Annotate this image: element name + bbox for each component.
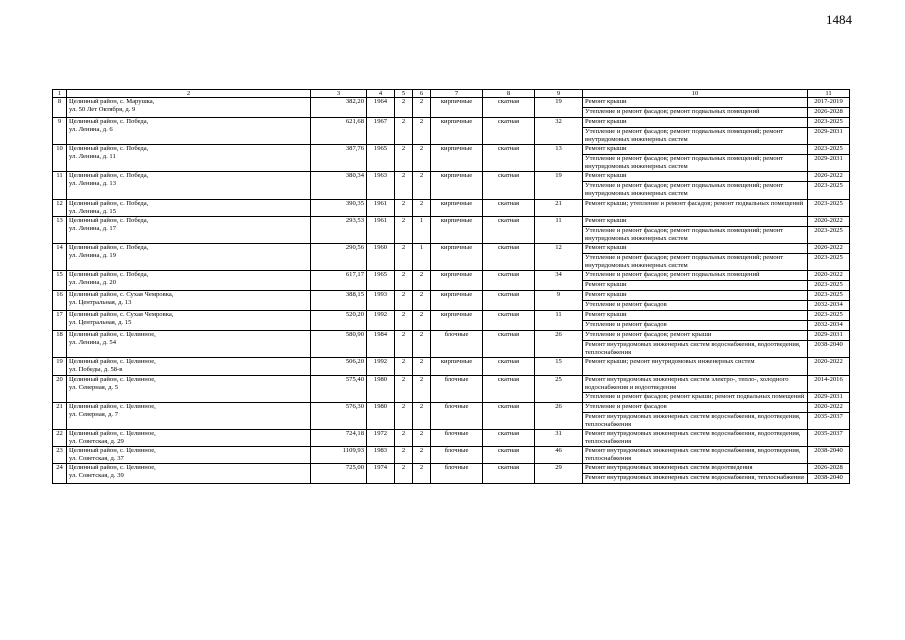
table-row: [53, 271, 850, 281]
work-period: 2023-2025: [808, 182, 850, 199]
address-cell: [67, 199, 311, 216]
col6-cell: 2: [413, 199, 431, 216]
work-period: 2020-2022: [808, 243, 850, 253]
area-cell: 575,40: [311, 375, 367, 402]
table-row: [53, 145, 850, 155]
col9-cell: 21: [535, 199, 583, 216]
roof-type-cell: скатная: [483, 331, 535, 358]
work-period: 2020-2022: [808, 271, 850, 281]
col5-cell: 2: [395, 216, 413, 243]
address-line-1: Целинный район, с. Победа,: [69, 172, 149, 180]
work-period: 2038-2040: [808, 447, 850, 464]
column-number-header: 7: [431, 90, 483, 98]
work-period: 2020-2022: [808, 216, 850, 226]
work-period: 2014-2016: [808, 375, 850, 392]
year-cell: 1963: [367, 172, 395, 199]
col5-cell: 2: [395, 331, 413, 358]
address-line-2: ул. Ленина, д. 19: [69, 252, 117, 260]
work-description: Ремонт крыши: [583, 118, 808, 128]
address-line-2: ул. Победы, д. 58-в: [69, 366, 123, 374]
col9-cell: 13: [535, 145, 583, 172]
address-line-1: Целинный район, с. Марушка,: [69, 98, 155, 105]
row-number: 10: [53, 145, 67, 172]
address-line-1: Целинный район, с. Целинное,: [69, 429, 156, 437]
col5-cell: 2: [395, 375, 413, 402]
address-cell: [67, 447, 311, 464]
column-number-header: 6: [413, 90, 431, 98]
address-cell: [67, 375, 311, 402]
row-number: 11: [53, 172, 67, 199]
col5-cell: 2: [395, 311, 413, 331]
work-description: Утепление и ремонт фасадов; ремонт крыши; ремонт подвальных помещений: [583, 392, 808, 402]
col6-cell: 1: [413, 243, 431, 270]
col9-cell: 19: [535, 172, 583, 199]
col5-cell: 2: [395, 118, 413, 145]
address-cell: [67, 291, 311, 311]
table-row: [53, 118, 850, 128]
work-period: 2032-2034: [808, 301, 850, 311]
roof-type-cell: скатная: [483, 464, 535, 484]
address-cell: [67, 216, 311, 243]
area-cell: 388,15: [311, 291, 367, 311]
address-line-1: Целинный район, с. Победа,: [69, 145, 149, 153]
address-line-1: Целинный район, с. Целинное,: [69, 358, 156, 366]
col5-cell: 2: [395, 145, 413, 172]
roof-type-cell: скатная: [483, 172, 535, 199]
work-period: 2023-2025: [808, 281, 850, 291]
address-line-2: ул. Ленина, д. 54: [69, 339, 117, 347]
column-number-header: 8: [483, 90, 535, 98]
wall-material-cell: кирпичные: [431, 216, 483, 243]
roof-type-cell: скатная: [483, 429, 535, 446]
wall-material-cell: блочные: [431, 464, 483, 484]
col6-cell: 2: [413, 429, 431, 446]
address-line-1: Целинный район, с. Целинное,: [69, 402, 156, 410]
col6-cell: 2: [413, 172, 431, 199]
column-number-header: 11: [808, 90, 850, 98]
area-cell: 621,68: [311, 118, 367, 145]
table-row: [53, 291, 850, 301]
table-row: [53, 243, 850, 253]
address-cell: [67, 311, 311, 331]
col9-cell: 11: [535, 216, 583, 243]
wall-material-cell: кирпичные: [431, 172, 483, 199]
row-number: 12: [53, 199, 67, 216]
row-number: 14: [53, 243, 67, 270]
work-description: Ремонт внутридомовых инженерных систем водоснабжения, теплоснабжения: [583, 474, 808, 484]
work-description: Утепление и ремонт фасадов; ремонт подвальных помещений; ремонт внутридомовых инженерных систем: [583, 155, 808, 172]
col5-cell: 2: [395, 98, 413, 118]
col6-cell: 2: [413, 402, 431, 429]
year-cell: 1961: [367, 199, 395, 216]
work-period: 2020-2022: [808, 358, 850, 375]
work-period: 2029-2031: [808, 155, 850, 172]
work-period: 2029-2031: [808, 128, 850, 145]
address-line-1: Целинный район, с. Победа,: [69, 199, 149, 207]
table-row: [53, 311, 850, 321]
address-cell: [67, 172, 311, 199]
col6-cell: 2: [413, 118, 431, 145]
address-line-1: Целинный район, с. Сухая Чемровка,: [69, 291, 174, 299]
roof-type-cell: скатная: [483, 118, 535, 145]
table-row: [53, 331, 850, 341]
row-number: 16: [53, 291, 67, 311]
address-line-2: ул. Ленина, д. 15: [69, 207, 117, 215]
work-period: 2026-2028: [808, 464, 850, 474]
row-number: 13: [53, 216, 67, 243]
col6-cell: 2: [413, 375, 431, 402]
address-line-1: Целинный район, с. Целинное,: [69, 447, 156, 455]
address-line-2: ул. Центральная, д. 13: [69, 299, 132, 307]
col9-cell: 15: [535, 358, 583, 375]
work-description: Ремонт внутридомовых инженерных систем водоотведения: [583, 464, 808, 474]
area-cell: 580,90: [311, 331, 367, 358]
col6-cell: 2: [413, 291, 431, 311]
column-number-header: 4: [367, 90, 395, 98]
row-number: 15: [53, 271, 67, 291]
address-line-2: ул. Советская, д. 39: [69, 472, 124, 480]
address-cell: [67, 402, 311, 429]
col9-cell: 26: [535, 402, 583, 429]
row-number: 24: [53, 464, 67, 484]
work-period: 2020-2022: [808, 402, 850, 412]
work-period: 2029-2031: [808, 392, 850, 402]
capital-repair-table: [52, 89, 850, 484]
table-row: [53, 199, 850, 216]
address-line-2: ул. Советская, д. 29: [69, 437, 124, 445]
col6-cell: 2: [413, 145, 431, 172]
col5-cell: 2: [395, 464, 413, 484]
address-line-2: ул. Центральная, д. 15: [69, 319, 132, 327]
address-line-1: Целинный район, с. Сухая Чемровка,: [69, 311, 174, 319]
area-cell: 293,53: [311, 216, 367, 243]
work-period: 2035-2037: [808, 412, 850, 429]
work-description: Ремонт крыши; ремонт внутридомовых инженерных систем: [583, 358, 808, 375]
wall-material-cell: кирпичные: [431, 199, 483, 216]
address-line-1: Целинный район, с. Победа,: [69, 216, 149, 224]
address-line-1: Целинный район, с. Целинное,: [69, 331, 156, 339]
work-description: Ремонт крыши: [583, 216, 808, 226]
col9-cell: 31: [535, 429, 583, 446]
address-cell: [67, 145, 311, 172]
address-line-2: ул. Ленина, д. 6: [69, 126, 113, 134]
row-number: 23: [53, 447, 67, 464]
col6-cell: 2: [413, 447, 431, 464]
header-row: [53, 90, 850, 98]
wall-material-cell: кирпичные: [431, 271, 483, 291]
col9-cell: 32: [535, 118, 583, 145]
roof-type-cell: скатная: [483, 447, 535, 464]
col6-cell: 2: [413, 271, 431, 291]
area-cell: 725,00: [311, 464, 367, 484]
work-period: 2026-2028: [808, 108, 850, 118]
roof-type-cell: скатная: [483, 402, 535, 429]
table-row: [53, 216, 850, 226]
work-description: Утепление и ремонт фасадов; ремонт подвальных помещений; ремонт внутридомовых инженерных систем: [583, 253, 808, 270]
table-row: [53, 375, 850, 392]
work-description: Утепление и ремонт фасадов; ремонт подвальных помещений; ремонт внутридомовых инженерных систем: [583, 226, 808, 243]
row-number: 8: [53, 98, 67, 118]
col5-cell: 2: [395, 402, 413, 429]
roof-type-cell: скатная: [483, 216, 535, 243]
year-cell: 1983: [367, 447, 395, 464]
wall-material-cell: кирпичные: [431, 311, 483, 331]
year-cell: 1980: [367, 375, 395, 402]
col5-cell: 2: [395, 199, 413, 216]
year-cell: 1992: [367, 311, 395, 331]
table-row: [53, 464, 850, 474]
col9-cell: 46: [535, 447, 583, 464]
work-period: 2023-2025: [808, 253, 850, 270]
work-period: 2023-2025: [808, 118, 850, 128]
row-number: 18: [53, 331, 67, 358]
address-line-2: ул. Советская, д. 37: [69, 455, 124, 463]
address-cell: [67, 98, 311, 118]
wall-material-cell: блочные: [431, 447, 483, 464]
address-line-2: ул. Ленина, д. 20: [69, 279, 117, 287]
year-cell: 1965: [367, 271, 395, 291]
area-cell: 506,20: [311, 358, 367, 375]
work-description: Утепление и ремонт фасадов; ремонт подвальных помещений; ремонт внутридомовых инженерных систем: [583, 182, 808, 199]
row-number: 9: [53, 118, 67, 145]
roof-type-cell: скатная: [483, 145, 535, 172]
address-line-2: ул. Ленина, д. 17: [69, 224, 117, 232]
col5-cell: 2: [395, 291, 413, 311]
work-period: 2023-2025: [808, 199, 850, 216]
work-period: 2035-2037: [808, 429, 850, 446]
col6-cell: 2: [413, 358, 431, 375]
roof-type-cell: скатная: [483, 199, 535, 216]
work-period: 2017-2019: [808, 98, 850, 108]
col6-cell: 2: [413, 464, 431, 484]
col9-cell: 12: [535, 243, 583, 270]
address-cell: [67, 331, 311, 358]
work-period: 2023-2025: [808, 226, 850, 243]
work-description: Ремонт крыши: [583, 311, 808, 321]
work-description: Утепление и ремонт фасадов; ремонт подвальных помещений: [583, 271, 808, 281]
address-line-1: Целинный район, с. Победа,: [69, 118, 149, 125]
work-description: Утепление и ремонт фасадов: [583, 402, 808, 412]
work-description: Ремонт крыши; утепление и ремонт фасадов; ремонт подвальных помещений: [583, 199, 808, 216]
wall-material-cell: блочные: [431, 375, 483, 402]
address-line-2: ул. 50 Лет Октября, д. 9: [69, 106, 136, 114]
roof-type-cell: скатная: [483, 311, 535, 331]
work-period: 2023-2025: [808, 291, 850, 301]
work-period: 2023-2025: [808, 145, 850, 155]
area-cell: 1109,93: [311, 447, 367, 464]
area-cell: 724,18: [311, 429, 367, 446]
col6-cell: 1: [413, 216, 431, 243]
page-number: 1484: [826, 12, 852, 27]
wall-material-cell: кирпичные: [431, 358, 483, 375]
col5-cell: 2: [395, 172, 413, 199]
area-cell: 387,76: [311, 145, 367, 172]
wall-material-cell: кирпичные: [431, 98, 483, 118]
table-row: [53, 429, 850, 446]
address-cell: [67, 118, 311, 145]
wall-material-cell: кирпичные: [431, 243, 483, 270]
work-description: Ремонт крыши: [583, 291, 808, 301]
col6-cell: 2: [413, 331, 431, 358]
roof-type-cell: скатная: [483, 98, 535, 118]
work-description: Ремонт внутридомовых инженерных систем водоснабжения, водоотведения, теплоснабжения: [583, 341, 808, 358]
work-description: Ремонт внутридомовых инженерных систем водоснабжения, водоотведения, теплоснабжения: [583, 412, 808, 429]
work-period: 2038-2040: [808, 341, 850, 358]
col9-cell: 29: [535, 464, 583, 484]
address-line-1: Целинный район, с. Победа,: [69, 243, 149, 251]
roof-type-cell: скатная: [483, 291, 535, 311]
work-description: Ремонт внутридомовых инженерных систем водоснабжения, водоотведения, теплоснабжения: [583, 429, 808, 446]
work-period: 2020-2022: [808, 172, 850, 182]
work-description: Утепление и ремонт фасадов: [583, 321, 808, 331]
year-cell: 1964: [367, 98, 395, 118]
col5-cell: 2: [395, 447, 413, 464]
table-row: [53, 358, 850, 375]
roof-type-cell: скатная: [483, 358, 535, 375]
address-cell: [67, 243, 311, 270]
address-line-2: ул. Северная, д. 5: [69, 383, 119, 391]
work-description: Утепление и ремонт фасадов; ремонт подвальных помещений; ремонт внутридомовых инженерных систем: [583, 128, 808, 145]
year-cell: 1961: [367, 216, 395, 243]
work-description: Утепление и ремонт фасадов; ремонт подвальных помещений: [583, 108, 808, 118]
work-description: Утепление и ремонт фасадов: [583, 301, 808, 311]
col9-cell: 34: [535, 271, 583, 291]
row-number: 17: [53, 311, 67, 331]
work-description: Ремонт крыши: [583, 243, 808, 253]
work-description: Ремонт крыши: [583, 145, 808, 155]
work-description: Ремонт внутридомовых инженерных систем водоснабжения, водоотведения, теплоснабжения: [583, 447, 808, 464]
area-cell: 290,56: [311, 243, 367, 270]
row-number: 21: [53, 402, 67, 429]
year-cell: 1993: [367, 291, 395, 311]
work-description: Ремонт крыши: [583, 281, 808, 291]
work-description: Ремонт крыши: [583, 172, 808, 182]
wall-material-cell: кирпичные: [431, 118, 483, 145]
table-row: [53, 98, 850, 108]
row-number: 19: [53, 358, 67, 375]
area-cell: 617,17: [311, 271, 367, 291]
roof-type-cell: скатная: [483, 375, 535, 402]
area-cell: 576,30: [311, 402, 367, 429]
column-number-header: 1: [53, 90, 67, 98]
year-cell: 1974: [367, 464, 395, 484]
address-line-2: ул. Ленина, д. 13: [69, 180, 117, 188]
area-cell: 382,20: [311, 98, 367, 118]
work-description: Утепление и ремонт фасадов; ремонт крыши: [583, 331, 808, 341]
roof-type-cell: скатная: [483, 243, 535, 270]
col5-cell: 2: [395, 429, 413, 446]
col5-cell: 2: [395, 271, 413, 291]
col9-cell: 11: [535, 311, 583, 331]
col9-cell: 26: [535, 331, 583, 358]
work-period: 2038-2040: [808, 474, 850, 484]
year-cell: 1992: [367, 358, 395, 375]
column-number-header: 3: [311, 90, 367, 98]
col9-cell: 25: [535, 375, 583, 402]
row-number: 20: [53, 375, 67, 402]
address-line-1: Целинный район, с. Победа,: [69, 271, 149, 279]
row-number: 22: [53, 429, 67, 446]
table-row: [53, 172, 850, 182]
col9-cell: 9: [535, 291, 583, 311]
wall-material-cell: блочные: [431, 331, 483, 358]
address-line-1: Целинный район, с. Целинное,: [69, 464, 156, 472]
col9-cell: 19: [535, 98, 583, 118]
year-cell: 1960: [367, 243, 395, 270]
column-number-header: 9: [535, 90, 583, 98]
year-cell: 1967: [367, 118, 395, 145]
work-period: 2023-2025: [808, 311, 850, 321]
col5-cell: 2: [395, 243, 413, 270]
year-cell: 1972: [367, 429, 395, 446]
work-period: 2032-2034: [808, 321, 850, 331]
address-cell: [67, 464, 311, 484]
table-row: [53, 402, 850, 412]
year-cell: 1984: [367, 331, 395, 358]
roof-type-cell: скатная: [483, 271, 535, 291]
address-cell: [67, 358, 311, 375]
year-cell: 1965: [367, 145, 395, 172]
area-cell: 520,20: [311, 311, 367, 331]
col5-cell: 2: [395, 358, 413, 375]
wall-material-cell: блочные: [431, 429, 483, 446]
address-cell: [67, 429, 311, 446]
col6-cell: 2: [413, 311, 431, 331]
table-row: [53, 447, 850, 464]
address-line-1: Целинный район, с. Целинное,: [69, 375, 156, 383]
work-description: Ремонт крыши: [583, 98, 808, 108]
address-line-2: ул. Ленина, д. 11: [69, 153, 116, 161]
address-line-2: ул. Северная, д. 7: [69, 410, 119, 418]
area-cell: 390,35: [311, 199, 367, 216]
work-description: Ремонт внутридомовых инженерных систем электро-, тепло-, холодного водоснабжения и водоотведения: [583, 375, 808, 392]
col6-cell: 2: [413, 98, 431, 118]
address-cell: [67, 271, 311, 291]
wall-material-cell: блочные: [431, 402, 483, 429]
column-number-header: 5: [395, 90, 413, 98]
year-cell: 1980: [367, 402, 395, 429]
column-number-header: 2: [67, 90, 311, 98]
wall-material-cell: кирпичные: [431, 291, 483, 311]
wall-material-cell: кирпичные: [431, 145, 483, 172]
area-cell: 380,34: [311, 172, 367, 199]
column-number-header: 10: [583, 90, 808, 98]
work-period: 2029-2031: [808, 331, 850, 341]
